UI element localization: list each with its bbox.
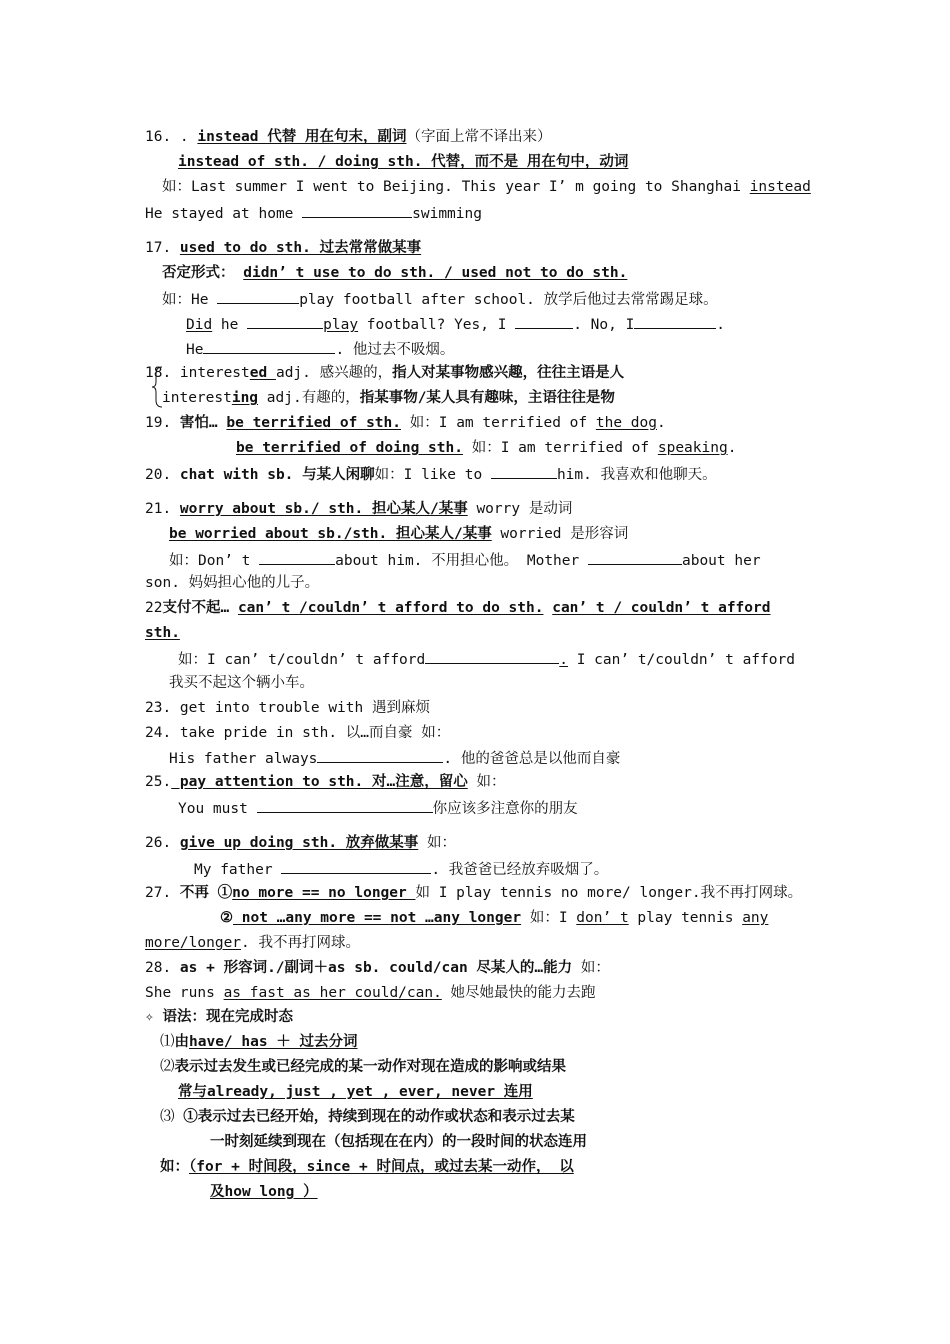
item-21-phrase-2: be worried about sb./sth. 担心某人/某事 worried 是形容词 <box>169 526 629 542</box>
item-27-phrase-2: ② not …any more == not …any longer 如：I don’ t play tennis any <box>220 910 769 926</box>
answer-blank[interactable] <box>259 550 335 565</box>
answer-blank[interactable] <box>247 314 323 329</box>
item-17-example-2: Did he play football? Yes, I . No, I . <box>186 314 725 334</box>
grammar-point-2: ⑵表示过去发生或已经完成的某一动作对现在造成的影响或结果 <box>160 1059 566 1075</box>
item-22-heading: 22支付不起… can’ t /couldn’ t afford to do sth. can’ t / couldn’ t afford <box>145 600 771 616</box>
grammar-point-3: ⑶ ①表示过去已经开始，持续到现在的动作或状态和表示过去某 <box>160 1109 575 1125</box>
grammar-title: ✧ 语法：现在完成时态 <box>145 1009 293 1025</box>
item-26-heading: 26. give up doing sth. 放弃做某事 如： <box>145 835 457 851</box>
grammar-point-2-cont: 常与already, just , yet , ever, never 连用 <box>178 1084 533 1100</box>
item-19-heading: 19. 害怕… be terrified of sth. 如：I am terrified of the dog. <box>145 415 666 431</box>
item-27-heading: 27. 不再 ①no more == no longer 如 I play tennis no more/ longer.我不再打网球。 <box>145 885 803 901</box>
item-25-example: You must 你应该多注意你的朋友 <box>178 798 578 818</box>
item-20: 20. chat with sb. 与某人闲聊如：I like to him. 我喜欢和他聊天。 <box>145 464 717 484</box>
item-21-example-cont: son. 妈妈担心他的儿子。 <box>145 575 320 591</box>
item-16-phrase: instead of sth. / doing sth. 代替，而不是 用在句中，动词 <box>178 154 629 170</box>
item-28-example: She runs as fast as her could/can. 她尽她最快的能力去跑 <box>145 985 596 1001</box>
answer-blank[interactable] <box>317 748 443 763</box>
answer-blank[interactable] <box>281 859 431 874</box>
item-24: 24. take pride in sth. 以…而自豪 如： <box>145 725 451 741</box>
item-26-example: My father . 我爸爸已经放弃吸烟了。 <box>194 859 608 879</box>
answer-blank[interactable] <box>257 798 433 813</box>
item-24-example: His father always . 他的爸爸总是以他而自豪 <box>169 748 620 768</box>
item-22-example-cont: 我买不起这个辆小车。 <box>169 675 314 691</box>
item-21-example: 如：Don’ t about him. 不用担心他。 Mother about her <box>169 550 761 570</box>
item-17-negative: 否定形式： didn’ t use to do sth. / used not to do sth. <box>162 265 628 281</box>
item-18-interesting: interesting adj.有趣的，指某事物/某人具有趣味，主语往往是物 <box>162 390 615 406</box>
answer-blank[interactable] <box>634 314 716 329</box>
item-16-example: 如：Last summer I went to Beijing. This year I’ m going to Shanghai instead <box>162 179 811 195</box>
item-22-heading-cont: sth. <box>145 625 180 641</box>
item-17-heading: 17. used to do sth. 过去常常做某事 <box>145 240 422 256</box>
item-16-exercise: He stayed at home swimming <box>145 203 482 223</box>
grammar-point-1: ⑴由have/ has ＋ 过去分词 <box>160 1034 358 1050</box>
answer-blank[interactable] <box>217 289 299 304</box>
grammar-point-3-cont: 一时刻延续到现在（包括现在在内）的一段时间的状态连用 <box>210 1134 587 1150</box>
answer-blank[interactable] <box>302 203 412 218</box>
item-23: 23. get into trouble with 遇到麻烦 <box>145 700 430 716</box>
answer-blank[interactable] <box>203 339 335 354</box>
item-17-example-1: 如：He play football after school. 放学后他过去常常踢足球。 <box>162 289 718 309</box>
item-21-heading: 21. worry about sb./ sth. 担心某人/某事 worry 是动词 <box>145 501 573 517</box>
answer-blank[interactable] <box>515 314 573 329</box>
item-27-phrase-2-cont: more/longer. 我不再打网球。 <box>145 935 360 951</box>
answer-blank[interactable] <box>491 464 557 479</box>
answer-blank[interactable] <box>588 550 682 565</box>
grammar-point-3-example-cont: 及how long ） <box>210 1184 318 1200</box>
grammar-point-3-example: 如：（for + 时间段，since + 时间点，或过去某一动作， 以 <box>160 1159 574 1175</box>
item-18-interested: 18. interested adj. 感兴趣的，指人对某事物感兴趣，往往主语是人 <box>145 365 625 381</box>
item-16-heading: 16. . instead 代替 用在句末，副词（字面上常不译出来） <box>145 129 552 145</box>
item-25-heading: 25. pay attention to sth. 对…注意，留心 如： <box>145 774 506 790</box>
item-28-heading: 28. as + 形容词./副词＋as sb. could/can 尽某人的…能力 如： <box>145 960 610 976</box>
item-19-phrase-2: be terrified of doing sth. 如：I am terrified of speaking. <box>236 440 737 456</box>
item-17-example-3: He . 他过去不吸烟。 <box>186 339 454 359</box>
item-22-example: 如：I can’ t/couldn’ t afford . I can’ t/couldn’ t afford <box>178 649 795 669</box>
answer-blank[interactable] <box>425 649 559 664</box>
diamond-bullet-icon: ✧ <box>145 1009 163 1025</box>
